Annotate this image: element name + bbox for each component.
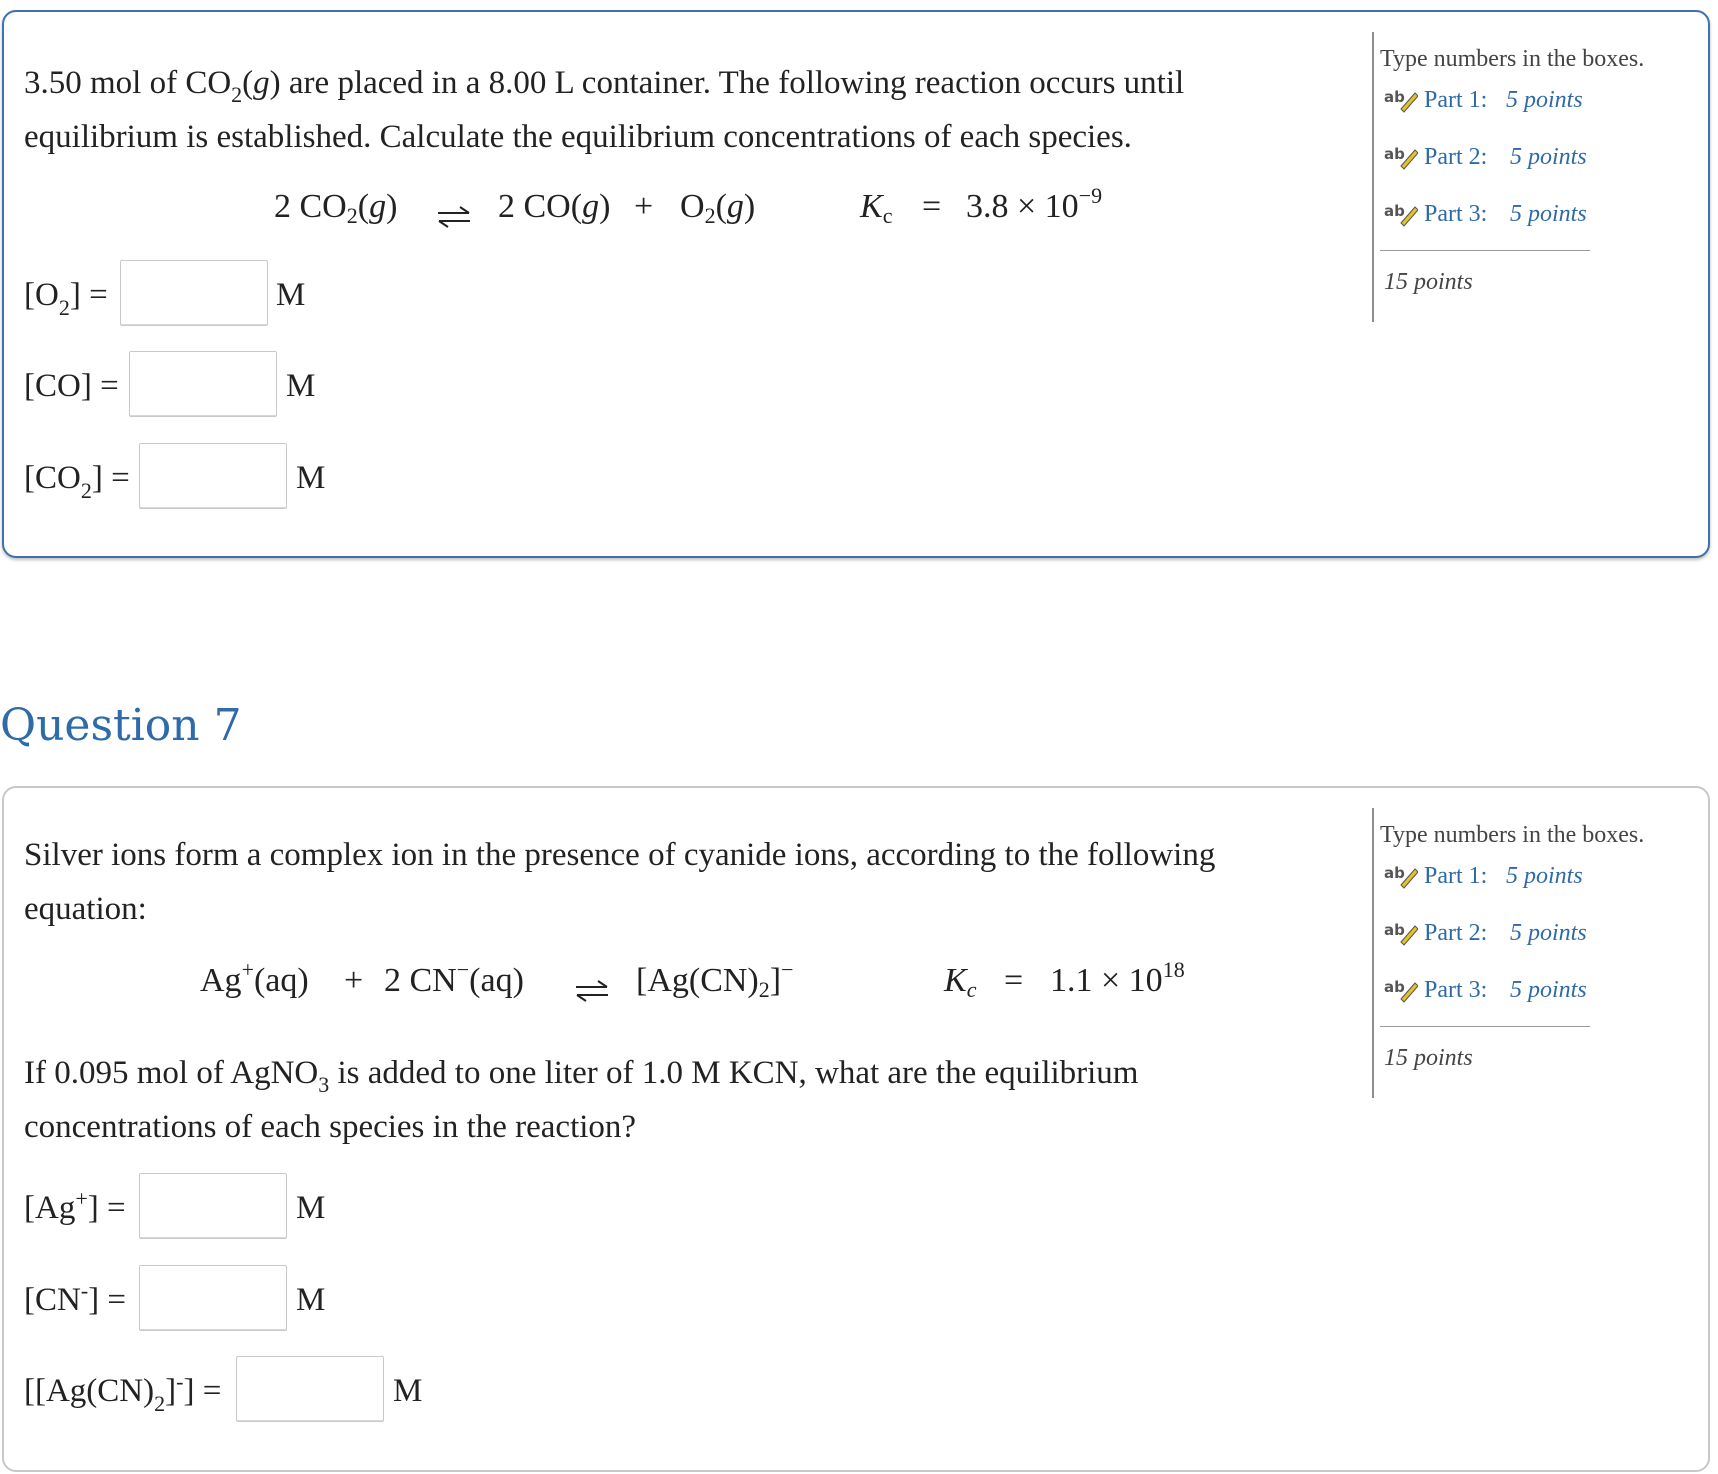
unit-label: M [286, 368, 316, 404]
q6-eq-plus: + [634, 188, 654, 225]
question-7-heading: Question 7 [0, 700, 242, 751]
q7-points-sidebar [1372, 808, 1645, 1098]
sidebar-part-2[interactable]: ab Part 2: 5 points [1384, 144, 1587, 170]
answer-input-o2[interactable] [120, 260, 268, 326]
svg-text:ab: ab [1384, 864, 1405, 882]
answer-label: $[O_2]$ = [24, 277, 108, 320]
q7-eq-ag: Ag+(aq) [200, 957, 309, 999]
answer-input-cn[interactable] [139, 1265, 287, 1331]
answer-input-ag[interactable] [139, 1173, 287, 1239]
q6-text-line2: equilibrium is established. Calculate the equilibrium concentrations of each species. [24, 119, 1132, 155]
q6-text-part: 3.50 mol of CO [24, 65, 232, 101]
sidebar-total: 15 points [1384, 1045, 1473, 1071]
q6-text-italic: g [253, 65, 270, 101]
sidebar-part-1[interactable]: ab Part 1: 5 points [1384, 863, 1583, 889]
equilibrium-arrow-icon [436, 206, 472, 228]
svg-text:ab: ab [1384, 88, 1405, 106]
q6-text-part: ( [242, 65, 254, 101]
q7-eq-complex: $[Ag(CN)_2]^-$ [636, 957, 794, 1002]
q6-text-sub: 2 [231, 82, 243, 107]
q7-eq-k: $K_c$ [944, 962, 977, 1002]
answer-label: [CO] = [24, 368, 119, 404]
q7-eq-kvalue: $1.1 \times 10^{18}$ [1050, 957, 1185, 999]
sidebar-part-3[interactable]: ab Part 3: 5 points [1384, 977, 1587, 1003]
answer-label: $[[Ag(CN)_2]^-]$ = [24, 1369, 222, 1416]
q6-equation [4, 12, 1204, 252]
sidebar-part-3[interactable]: ab Part 3: 5 points [1384, 201, 1587, 227]
q6-eq-reactant: 2 $CO_2(g)$ [274, 188, 398, 228]
q7-eq-cn: 2 CN−(aq) [384, 957, 524, 999]
answer-input-agcn2[interactable] [236, 1356, 384, 1422]
svg-text:ab: ab [1384, 202, 1405, 220]
svg-text:ab: ab [1384, 921, 1405, 939]
q7-eq-plus: + [344, 962, 364, 999]
sidebar-divider [1380, 1026, 1590, 1027]
sidebar-part-1[interactable]: ab Part 1: 5 points [1384, 87, 1583, 113]
sidebar-hint: Type numbers in the boxes. [1380, 46, 1645, 72]
unit-label: M [296, 460, 326, 496]
unit-label: M [276, 277, 306, 313]
q6-text-part: ) are placed in a 8.00 L container. The following reaction occurs until [269, 65, 1185, 101]
q6-eq-equals: = [922, 188, 942, 225]
answer-input-co2[interactable] [139, 443, 287, 509]
unit-label: M [296, 1282, 326, 1318]
unit-label: M [296, 1190, 326, 1226]
question-6-card [2, 10, 1710, 558]
q7-intro-line1: Silver ions form a complex ion in the presence of cyanide ions, according to the following [24, 837, 1216, 873]
unit-label: M [393, 1373, 423, 1409]
q7-equation [4, 788, 1304, 1028]
q6-eq-product2: $O_2(g)$ [680, 188, 756, 228]
sidebar-divider [1380, 250, 1590, 251]
answer-label: $[CO_2]$ = [24, 460, 130, 503]
q7-intro-line2: equation: [24, 891, 147, 927]
text-entry-icon [1384, 201, 1418, 227]
answer-label: [CN-] = [24, 1278, 127, 1318]
text-entry-icon [1384, 977, 1418, 1003]
answer-input-co[interactable] [129, 351, 277, 417]
svg-text:ab: ab [1384, 145, 1405, 163]
question-7-card [2, 786, 1710, 1472]
q7-follow-line2: concentrations of each species in the reaction? [24, 1109, 637, 1145]
sidebar-part-2[interactable]: ab Part 2: 5 points [1384, 920, 1587, 946]
question-7-followup: If 0.095 mol of AgNO$_3$ is added to one liter of 1.0 M KCN, what are the equilibrium concentrations of each species in the reaction? [24, 1046, 1324, 1154]
q6-points-sidebar [1372, 32, 1645, 322]
svg-text:ab: ab [1384, 978, 1405, 996]
text-entry-icon [1384, 920, 1418, 946]
q6-eq-k: $K_c$ [860, 188, 893, 228]
sidebar-hint: Type numbers in the boxes. [1380, 822, 1645, 848]
answer-label: [Ag+] = [24, 1186, 126, 1226]
equilibrium-arrow-icon [574, 980, 610, 1002]
sidebar-total: 15 points [1384, 269, 1473, 295]
text-entry-icon [1384, 87, 1418, 113]
q7-eq-equals: = [1004, 962, 1024, 999]
text-entry-icon [1384, 863, 1418, 889]
q6-eq-product1: 2 CO(g) [498, 188, 611, 225]
text-entry-icon [1384, 144, 1418, 170]
q6-eq-kvalue: $3.8 \times 10^{-9}$ [966, 183, 1103, 225]
